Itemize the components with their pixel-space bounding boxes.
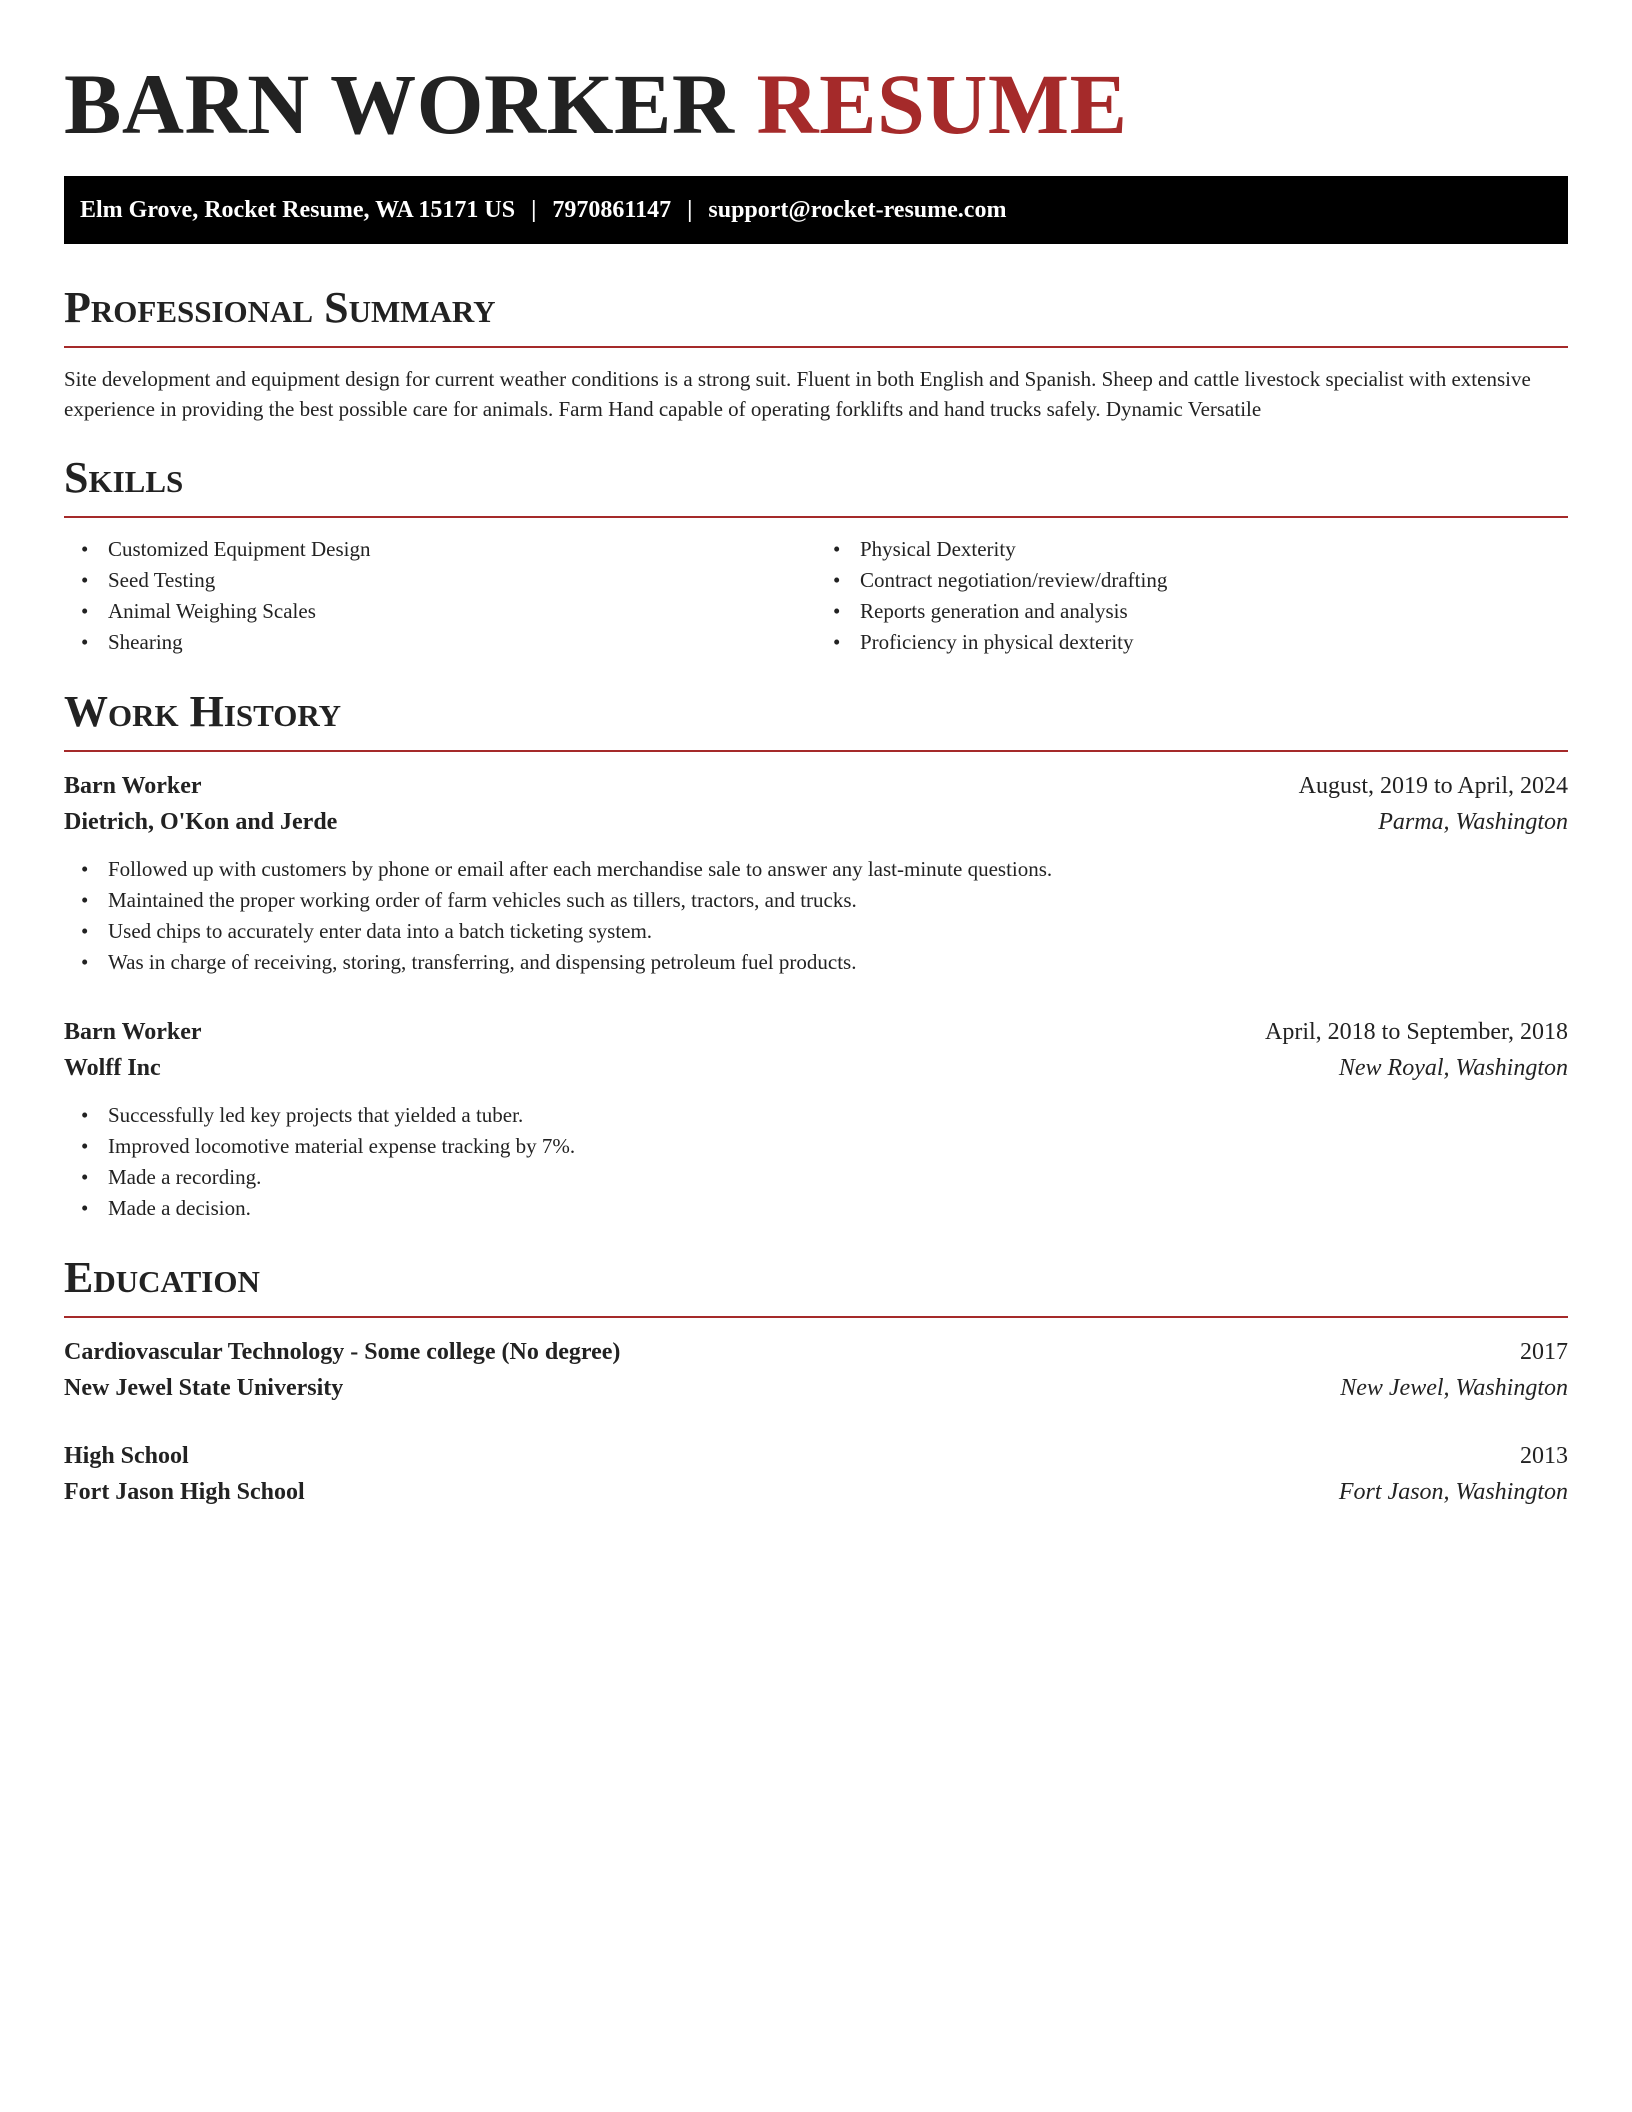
job-duty-item: • Was in charge of receiving, storing, transferring, and dispensing petroleum fuel products.: [64, 947, 1568, 978]
skill-item: • Reports generation and analysis: [816, 596, 1568, 627]
job-dates: August, 2019 to April, 2024: [1298, 773, 1568, 799]
job-company-row: [64, 804, 1568, 840]
skills-heading: Skills: [64, 453, 184, 502]
job-duty-item: • Successfully led key projects that yielded a tuber.: [64, 1100, 1568, 1131]
job-dates: April, 2018 to September, 2018: [1265, 1019, 1568, 1045]
skills-section: [64, 452, 1568, 658]
education-location: Fort Jason, Washington: [1338, 1479, 1568, 1505]
job-location: Parma, Washington: [1378, 809, 1568, 835]
contact-phone: 7970861147: [552, 196, 672, 223]
section-divider: [64, 1316, 1568, 1318]
job-duty-item: • Used chips to accurately enter data into a batch ticketing system.: [64, 916, 1568, 947]
job-duties: [64, 854, 1568, 978]
skill-item: • Seed Testing: [64, 565, 816, 596]
job-title: Barn Worker: [64, 1019, 202, 1045]
resume-title: [64, 0, 1568, 154]
title-resume-word: RESUME: [756, 56, 1128, 152]
skill-item: • Customized Equipment Design: [64, 534, 816, 565]
job-duty-item: • Improved locomotive material expense tracking by 7%.: [64, 1131, 1568, 1162]
section-divider: [64, 346, 1568, 348]
job-title: Barn Worker: [64, 773, 202, 799]
education-degree: High School: [64, 1443, 189, 1469]
education-school-row: [64, 1370, 1568, 1406]
section-divider: [64, 750, 1568, 752]
education-school: New Jewel State University: [64, 1375, 344, 1401]
skill-item: • Animal Weighing Scales: [64, 596, 816, 627]
skills-grid: [64, 534, 1568, 658]
contact-address: Elm Grove, Rocket Resume, WA 15171 US: [80, 196, 516, 223]
education-degree-row: [64, 1438, 1568, 1474]
skill-item: • Shearing: [64, 627, 816, 658]
education-school-row: [64, 1474, 1568, 1510]
job-entry: [64, 768, 1568, 978]
bullet-icon: •: [81, 630, 89, 654]
skills-column-right: [816, 534, 1568, 658]
bullet-icon: •: [81, 537, 89, 561]
education-section: [64, 1252, 1568, 1510]
summary-heading: Professional Summary: [64, 283, 496, 332]
section-divider: [64, 516, 1568, 518]
summary-text: Site development and equipment design for current weather conditions is a strong suit. Fluent in both English and Spanish. Sheep and cattle livestock specialist with extensive experience in providing the best possible care for animals. Farm Hand capable of operating forklifts and hand trucks safely. Dynamic Versatile: [64, 367, 1531, 421]
education-location: New Jewel, Washington: [1340, 1375, 1568, 1401]
job-duty-item: • Maintained the proper working order of farm vehicles such as tillers, tractors, and trucks.: [64, 885, 1568, 916]
education-entry: [64, 1438, 1568, 1510]
summary-section: [64, 282, 1568, 424]
contact-bar: [64, 176, 1568, 244]
job-title-row: [64, 1014, 1568, 1050]
education-degree-row: [64, 1334, 1568, 1370]
skill-item: • Contract negotiation/review/drafting: [816, 565, 1568, 596]
bullet-icon: •: [81, 1165, 89, 1189]
job-duty-item: • Made a decision.: [64, 1193, 1568, 1224]
contact-separator: |: [687, 196, 693, 223]
job-company: Wolff Inc: [64, 1055, 161, 1081]
job-company: Dietrich, O'Kon and Jerde: [64, 809, 338, 835]
job-duty-item: • Followed up with customers by phone or email after each merchandise sale to answer any last-minute questions.: [64, 854, 1568, 885]
education-entry: [64, 1334, 1568, 1406]
title-job-name: BARN WORKER: [64, 56, 735, 152]
bullet-icon: •: [81, 568, 89, 592]
bullet-icon: •: [833, 630, 841, 654]
skill-item: • Proficiency in physical dexterity: [816, 627, 1568, 658]
job-company-row: [64, 1050, 1568, 1086]
contact-separator: |: [531, 196, 537, 223]
bullet-icon: •: [81, 1196, 89, 1220]
skills-column-left: [64, 534, 816, 658]
job-duties: [64, 1100, 1568, 1224]
job-title-row: [64, 768, 1568, 804]
education-heading: Education: [64, 1253, 260, 1302]
work-history-heading: Work History: [64, 687, 342, 736]
contact-email: support@rocket-resume.com: [708, 196, 1007, 223]
education-year: 2017: [1520, 1339, 1568, 1365]
bullet-icon: •: [81, 888, 89, 912]
bullet-icon: •: [81, 950, 89, 974]
bullet-icon: •: [833, 568, 841, 592]
job-duty-item: • Made a recording.: [64, 1162, 1568, 1193]
bullet-icon: •: [81, 599, 89, 623]
bullet-icon: •: [81, 1103, 89, 1127]
education-school: Fort Jason High School: [64, 1479, 305, 1505]
bullet-icon: •: [81, 857, 89, 881]
skill-item: • Physical Dexterity: [816, 534, 1568, 565]
job-location: New Royal, Washington: [1338, 1055, 1568, 1081]
work-history-section: [64, 686, 1568, 1224]
education-year: 2013: [1520, 1443, 1568, 1469]
bullet-icon: •: [833, 537, 841, 561]
bullet-icon: •: [81, 1134, 89, 1158]
job-entry: [64, 1014, 1568, 1224]
education-degree: Cardiovascular Technology - Some college (No degree): [64, 1339, 621, 1365]
bullet-icon: •: [81, 919, 89, 943]
bullet-icon: •: [833, 599, 841, 623]
